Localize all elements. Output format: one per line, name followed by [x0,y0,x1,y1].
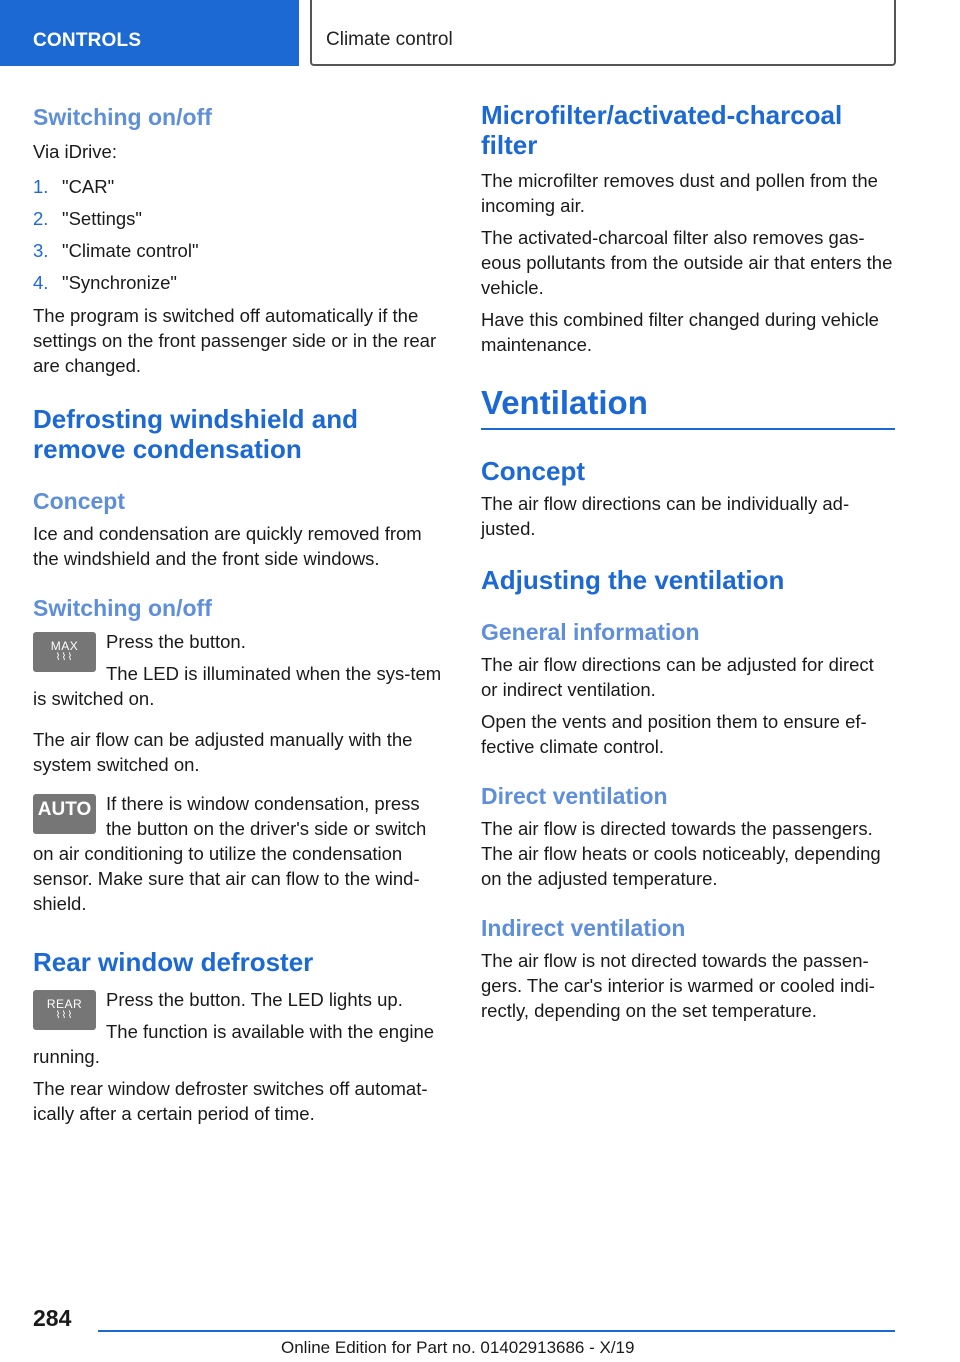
footer-divider [98,1330,895,1332]
filter-text-1: The microfilter removes dust and pollen from the incoming air. [481,170,878,216]
auto-icon: AUTO [33,794,96,834]
max-press-text: Press the button. [106,631,246,652]
concept-text: Ice and condensation are quickly removed from the windshield and the front side windows. [33,523,422,569]
rear-engine-text: The function is available with the engine running. [33,1021,435,1067]
step-number: 1. [33,176,49,197]
direct-ventilation-heading: Direct ventilation [481,783,668,809]
heat-waves-icon: ⌇⌇⌇ [55,1010,74,1021]
ventilation-concept-heading: Concept [481,456,585,486]
chapter-tab [310,0,896,66]
section-label: CONTROLS [33,30,142,51]
step-text: "Synchronize" [62,272,177,293]
switch-off-note: The program is switched off automatically if the settings on the front passenger side or in the rear are changed. [33,305,437,376]
list-item [33,267,448,299]
adjusting-heading: Adjusting the ventilation [481,565,785,595]
edition-text: Online Edition for Part no. 01402913686 - X/19 [281,1338,635,1357]
step-number: 2. [33,208,49,229]
via-idrive-text: Via iDrive: [33,141,117,162]
idrive-steps-list [33,171,448,299]
filter-heading: Microfilter/activated-charcoal filter [481,100,843,160]
filter-text-2: The activated-charcoal filter also removes gas‐eous pollutants from the outside air that enters the vehicle. [481,227,893,298]
switching-heading: Switching on/off [33,104,212,130]
list-item [33,171,448,203]
list-item [33,203,448,235]
page-number: 284 [33,1305,72,1331]
max-block [33,629,448,711]
filter-text-3: Have this combined filter changed during vehicle maintenance. [481,309,879,355]
rear-block [33,987,448,1069]
section-tab [0,0,299,66]
general-info-heading: General information [481,619,700,645]
left-column [33,100,448,1126]
direct-ventilation-text: The air flow is directed towards the passengers. The air flow heats or cools noticeably, depending on the adjusted temperature. [481,818,881,889]
heat-waves-icon: ⌇⌇⌇ [55,652,74,663]
rear-defroster-heading: Rear window defroster [33,947,314,977]
step-number: 3. [33,240,49,261]
switching-heading-2: Switching on/off [33,595,212,621]
auto-block [33,791,448,916]
concept-heading: Concept [33,488,125,514]
indirect-ventilation-text: The air flow is not directed towards the passen‐gers. The car's interior is warmed or cooled indi‐rectly, depending on the set temperature. [481,950,875,1021]
step-number: 4. [33,272,49,293]
auto-text: If there is window condensation, press the button on the driver's side or switch on air conditioning to utilize the condensation sensor. Make sure that air can flow to the wind‐shield. [33,793,427,914]
max-defrost-icon: MAX ⌇⌇⌇ [33,632,96,672]
ventilation-heading: Ventilation [481,383,895,430]
step-text: "Settings" [62,208,142,229]
defrost-heading: Defrosting windshield and remove condensation [33,404,359,464]
step-text: "CAR" [62,176,115,197]
max-led-text: The LED is illuminated when the sys‐tem is switched on. [33,663,442,709]
indirect-ventilation-heading: Indirect ventilation [481,915,686,941]
rear-auto-off-text: The rear window defroster switches off automat‐ically after a certain period of time. [33,1078,428,1124]
right-column [481,100,895,1023]
chapter-label: Climate control [326,29,453,50]
rear-defroster-icon: REAR ⌇⌇⌇ [33,990,96,1030]
step-text: "Climate control" [62,240,199,261]
general-info-text-1: The air flow directions can be adjusted for direct or indirect ventilation. [481,654,874,700]
list-item [33,235,448,267]
general-info-text-2: Open the vents and position them to ensure ef‐fective climate control. [481,711,867,757]
page-header [0,0,960,66]
rear-press-text: Press the button. The LED lights up. [106,989,403,1010]
ventilation-concept-text: The air flow directions can be individually ad‐justed. [481,493,850,539]
airflow-manual-text: The air flow can be adjusted manually with the system switched on. [33,729,413,775]
